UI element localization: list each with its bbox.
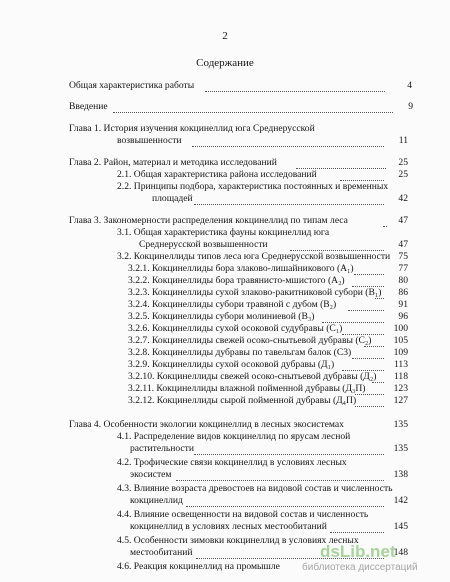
toc-page-number: 75 xyxy=(398,251,408,262)
toc-page-number: 109 xyxy=(393,347,408,358)
toc-entry: 4.6. Реакция кокцинеллид на промышле xyxy=(117,561,280,572)
toc-entry-continuation: растительности xyxy=(130,443,195,454)
toc-entry: 4.4. Влияние освещенности на видовой состав и численность xyxy=(117,509,369,520)
toc-page-number: 77 xyxy=(398,263,408,274)
toc-entry-continuation: кокцинеллид в условиях лесных местообитаний xyxy=(130,521,327,532)
watermark xyxy=(300,542,440,576)
toc-entry: 3.2.3. Кокцинеллиды сухой злаково-ракитниковой субори (B₁) xyxy=(128,287,382,298)
toc-page-number: 118 xyxy=(393,371,408,382)
toc-leader xyxy=(330,532,384,533)
toc-leader xyxy=(194,454,384,455)
toc-leader xyxy=(205,91,385,92)
toc-entry: Глава 1. История изучения кокцинеллид юга Среднерусской xyxy=(69,123,315,134)
toc-entry: 2.2. Принципы подбора, характеристика постоянных и временных xyxy=(117,181,389,192)
toc-entry: 3.2.12. Кокцинеллиды сырой пойменной дубравы (Д₄П) xyxy=(128,395,357,406)
toc-page-number: 47 xyxy=(398,215,408,226)
toc-entry-continuation: возвышенности xyxy=(117,135,182,146)
toc-entry: 3.2.8. Кокцинеллиды дубравы по тавельгам балок (C3) xyxy=(128,347,352,358)
toc-page-number: 25 xyxy=(398,157,408,168)
toc-leader xyxy=(113,112,393,113)
toc-page-number: 80 xyxy=(398,275,408,286)
toc-leader xyxy=(364,346,384,347)
toc-page-number: 142 xyxy=(393,495,408,506)
toc-entry: 3.2.1. Кокцинеллиды бора злаково-лишайникового (A₁) xyxy=(128,263,354,274)
toc-leader xyxy=(186,506,384,507)
toc-page-number: 91 xyxy=(398,299,408,310)
document-title: Содержание xyxy=(196,57,254,69)
toc-leader xyxy=(192,146,384,147)
toc-entry: 3.2.2. Кокцинеллиды бора травянисто-мшистого (A₂) xyxy=(128,275,345,286)
toc-entry: Общая характеристика работы xyxy=(69,80,195,91)
toc-entry-continuation: кокцинеллид xyxy=(130,495,183,506)
toc-page-number: 11 xyxy=(398,135,408,146)
toc-entry: 3.2.7. Кокцинеллиды свежей осоко-снытьевой дубравы (C₂) xyxy=(128,335,372,346)
toc-entry: 3.2.9. Кокцинеллиды сухой осоковой дубравы (Д₁) xyxy=(128,359,335,370)
toc-leader xyxy=(354,274,384,275)
toc-entry-continuation: местообитаний xyxy=(130,547,193,558)
toc-page-number: 86 xyxy=(398,287,408,298)
toc-page-number: 4 xyxy=(407,80,412,91)
toc-entry-continuation: экосистем xyxy=(130,469,172,480)
toc-page-number: 105 xyxy=(393,335,408,346)
toc-entry: Глава 2. Район, материал и методика исследований xyxy=(69,157,277,168)
toc-leader xyxy=(355,394,384,395)
toc-page-number: 145 xyxy=(393,521,408,532)
toc-page-number: 135 xyxy=(393,443,408,454)
toc-leader xyxy=(372,382,384,383)
toc-leader xyxy=(176,480,384,481)
toc-page-number: 42 xyxy=(398,193,408,204)
toc-entry: 4.1. Распределение видов кокцинеллид по ярусам лесной xyxy=(117,431,351,442)
toc-leader xyxy=(352,358,384,359)
toc-page-number: 25 xyxy=(398,169,408,180)
toc-entry: 3.2.6. Кокцинеллиды сухой осоковой судубравы (C₁) xyxy=(128,323,343,334)
toc-entry: Глава 3. Закономерности распределения кокцинеллид по типам леса xyxy=(69,215,348,226)
toc-page-number: 138 xyxy=(393,469,408,480)
toc-entry-continuation: площадей xyxy=(152,193,193,204)
page-number: 2 xyxy=(222,30,228,42)
toc-leader xyxy=(375,298,384,299)
toc-entry: 3.1. Общая характеристика фауны кокцинеллид юга xyxy=(117,227,330,238)
toc-page-number: 100 xyxy=(393,323,408,334)
watermark-logo: dsLib.net xyxy=(320,542,396,561)
toc-entry: Введение xyxy=(69,101,108,112)
toc-leader xyxy=(348,310,384,311)
toc-page-number: 135 xyxy=(393,419,408,430)
toc-page-number: 47 xyxy=(398,239,408,250)
toc-page-number: 123 xyxy=(393,383,408,394)
toc-entry: 3.2.5. Кокцинеллиды субори молиниевой (B₃) xyxy=(128,311,315,322)
toc-page-number: 113 xyxy=(393,359,408,370)
toc-page-number: 96 xyxy=(398,311,408,322)
toc-entry: 4.3. Влияние возраста древостоев на видовой состав и численность xyxy=(117,483,393,494)
toc-entry: 2.1. Общая характеристика района исследований xyxy=(117,169,317,180)
toc-entry: Глава 4. Особенности экологии кокцинеллид в лесных экосистемах xyxy=(69,419,344,430)
toc-entry: 3.2.10. Кокцинеллиды свежей осоко-снытьевой дубравы (Д₂) xyxy=(128,371,377,382)
toc-page-number: 127 xyxy=(393,395,408,406)
toc-page-number: 148 xyxy=(393,547,408,558)
toc-entry-continuation: Среднерусской возвышенности xyxy=(139,239,268,250)
toc-entry: 3.2.4. Кокцинеллиды субори травяной с дубом (B₂) xyxy=(128,299,337,310)
toc-leader xyxy=(355,406,384,407)
watermark-subtitle: библиотека диссертаций xyxy=(302,562,418,573)
toc-leader xyxy=(194,204,384,205)
toc-entry: 3.2. Кокцинеллиды типов леса юга Среднерусской возвышенности xyxy=(117,251,391,262)
toc-page-number: 9 xyxy=(408,101,413,112)
toc-entry: 3.2.11. Кокцинеллиды влажной пойменной дубравы (Д₃П) xyxy=(128,383,366,394)
toc-entry: 4.2. Трофические связи кокцинеллид в условиях лесных xyxy=(117,457,347,468)
toc-entry: 4.5. Особенности зимовки кокцинеллид в условиях лесных xyxy=(117,535,359,546)
